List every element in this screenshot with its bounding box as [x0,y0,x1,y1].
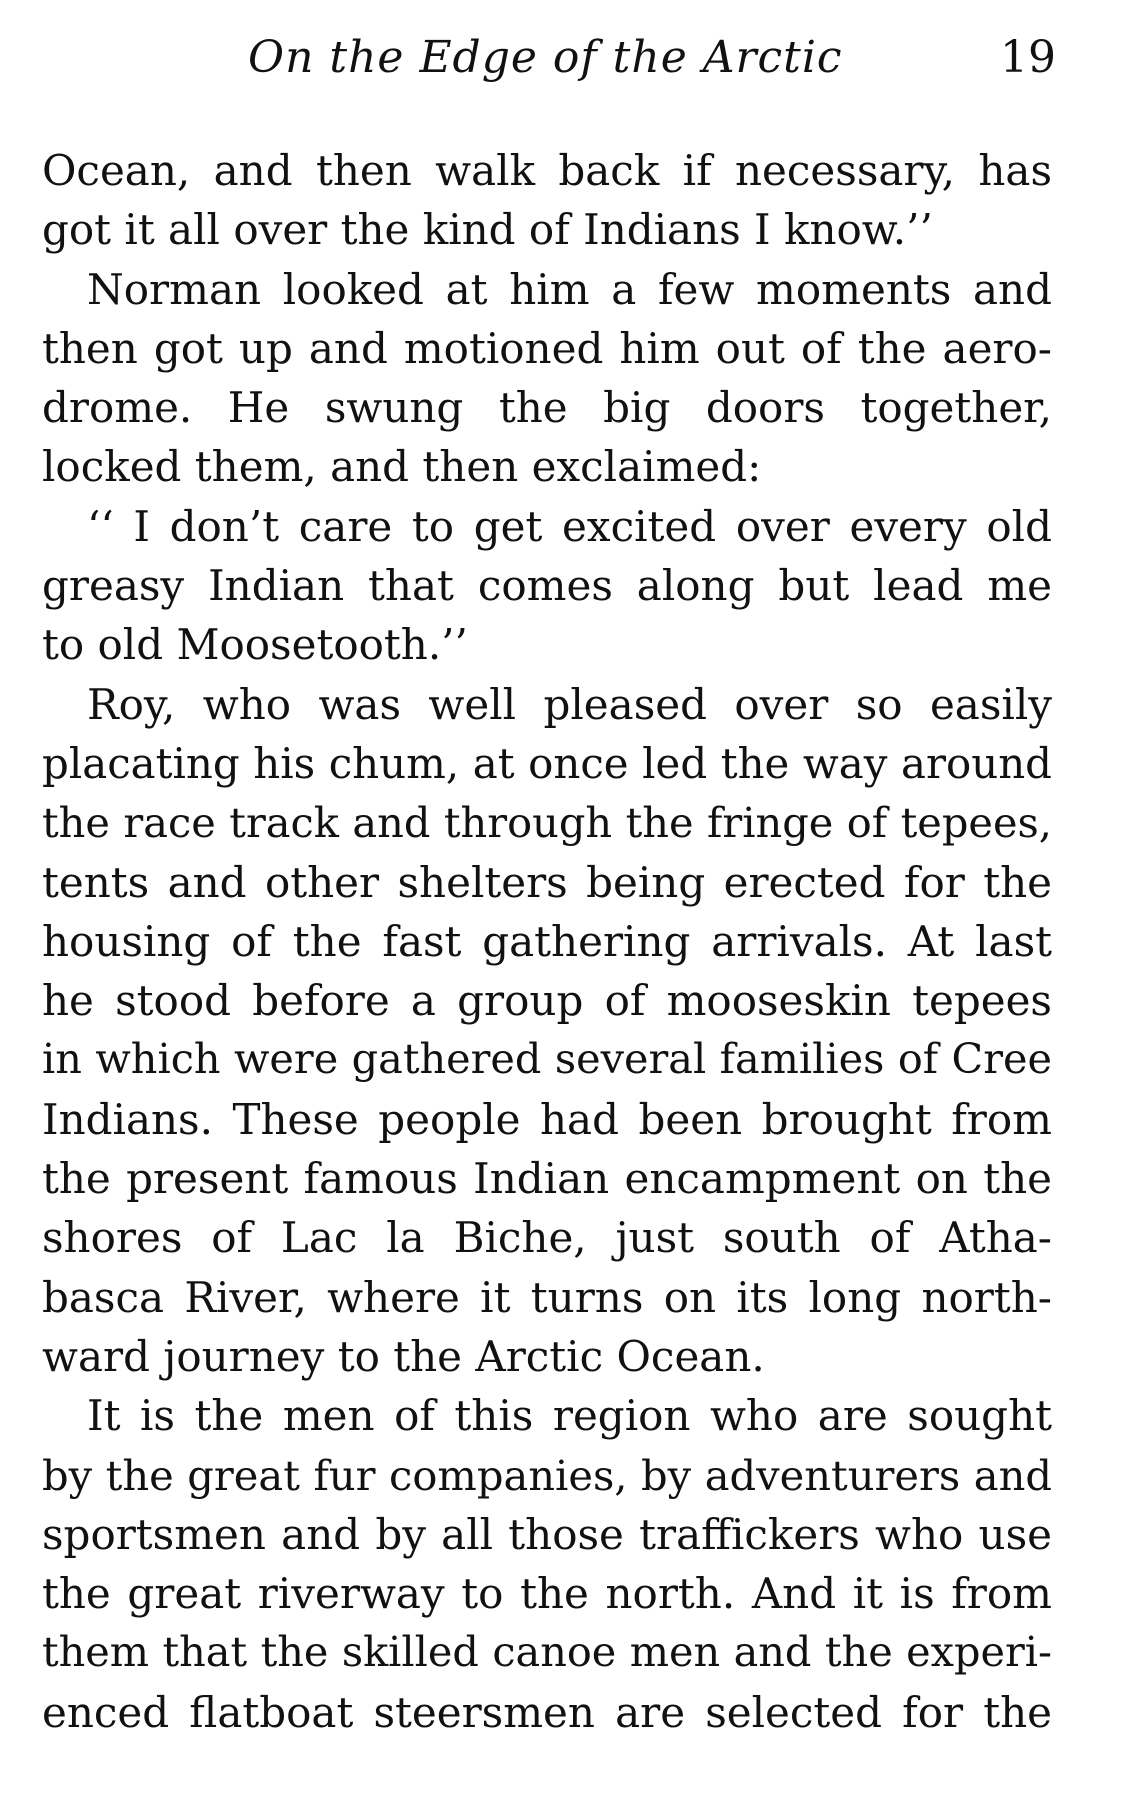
body-text [42,141,1052,1742]
text-line: Indians. These people had been brought from [42,1094,1052,1144]
text-line: the race track and through the fringe of tepees, [42,798,1052,848]
text-line: drome. He swung the big doors together, [42,383,1052,433]
text-line: placating his chum, at once led the way around [42,738,1052,788]
text-line: enced flatboat steersmen are selected for the [42,1687,1052,1737]
text-line: greasy Indian that comes along but lead me [42,561,1052,611]
text-line: tents and other shelters being erected for the [42,857,1052,907]
text-line: the great riverway to the north. And it is from [42,1569,1052,1619]
text-line: in which were gathered several families of Cree [42,1035,1052,1084]
text-line: Roy, who was well pleased over so easily [87,679,1052,729]
running-title: On the Edge of the Arctic [248,32,843,83]
text-line: by the great fur companies, by adventurers and [42,1450,1052,1500]
running-head [0,28,1123,88]
text-line: the present famous Indian encampment on the [42,1154,1052,1204]
text-line: got it all over the kind of Indians I know.’’ [42,205,933,255]
text-line: ward journey to the Arctic Ocean. [42,1331,765,1381]
text-line: Norman looked at him a few moments and [87,264,1052,314]
text-line: housing of the fast gathering arrivals. At last [42,916,1052,966]
text-line: to old Moosetooth.’’ [42,620,468,670]
text-line: he stood before a group of mooseskin tepees [42,976,1052,1026]
page-number: 19 [1000,32,1056,83]
text-line: Ocean, and then walk back if necessary, has [42,146,1052,195]
text-line: locked them, and then exclaimed: [42,442,762,492]
text-line: It is the men of this region who are sought [87,1391,1052,1441]
text-line: sportsmen and by all those traffickers who use [42,1509,1052,1559]
text-line: basca River, where it turns on its long north- [42,1272,1052,1322]
text-line: them that the skilled canoe men and the experi- [42,1628,1052,1677]
text-line: then got up and motioned him out of the aero- [42,323,1052,373]
text-line: shores of Lac la Biche, just south of Atha- [42,1213,1052,1263]
text-line: ‘‘ I don’t care to get excited over every old [87,501,1052,551]
